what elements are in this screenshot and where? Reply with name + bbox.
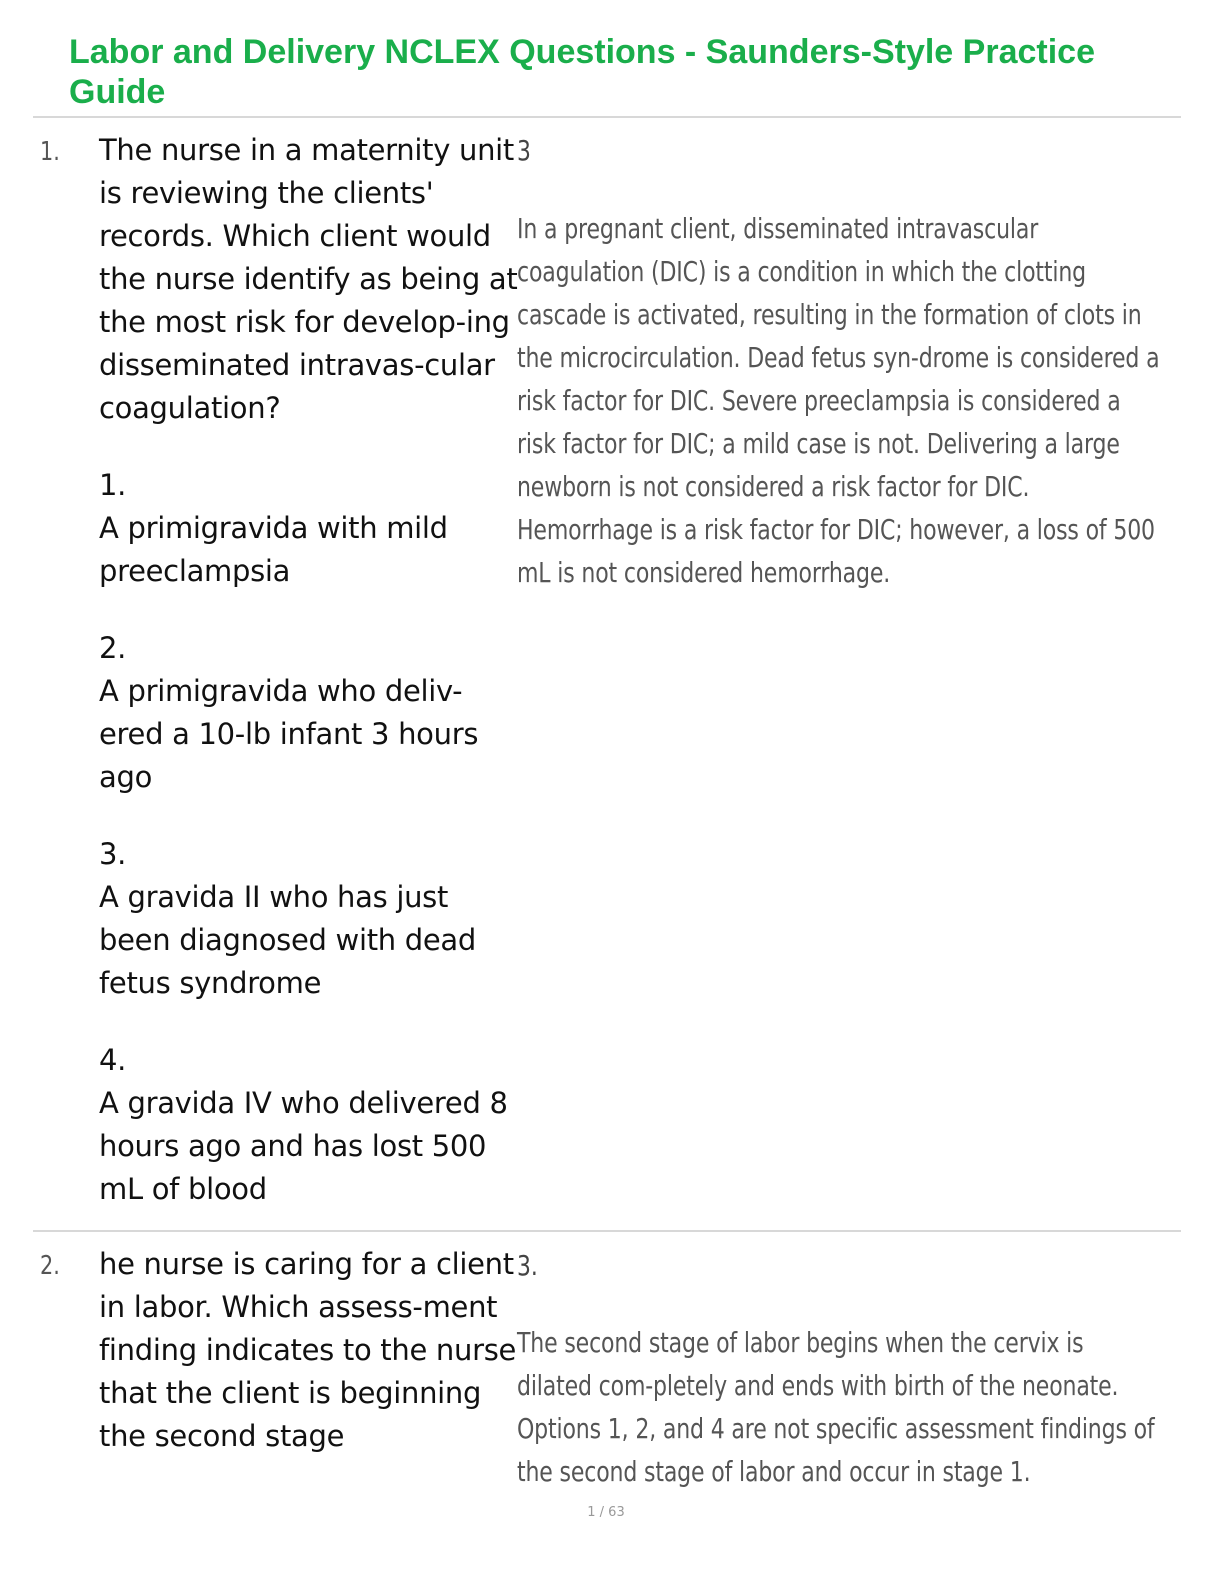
answer-key: 3 [517, 134, 531, 167]
option-label: 2. [99, 631, 127, 665]
question-stem: The nurse in a maternity unit is reviewing the clients' records. Which client would the nurse identify as being at the most risk for develop-ing disseminated intravas-cular coagulation? [99, 133, 518, 425]
option-label: 1. [99, 468, 127, 502]
answer-key: 3. [517, 1249, 538, 1282]
question-stem: he nurse is caring for a client in labor. Which assess-ment finding indicates to the nurse that the client is beginning the second stage [99, 1247, 517, 1453]
option-label: 3. [99, 837, 127, 871]
answer-option [99, 1039, 519, 1211]
rationale: The second stage of labor begins when the cervix is dilated com-pletely and ends with birth of the neonate. Options 1, 2, and 4 are not specific assessment findings of the second stage of labor and occur in stage 1. [517, 1326, 1155, 1488]
title-divider [33, 116, 1181, 118]
option-text: A primigravida with mild preeclampsia [99, 511, 448, 588]
document-title: Labor and Delivery NCLEX Questions - Saunders-Style Practice Guide [69, 33, 1095, 111]
answer-option [99, 464, 519, 593]
answer-option [99, 627, 519, 799]
question-number: 1. [40, 137, 60, 167]
question-block [99, 129, 519, 1211]
question-number: 2. [40, 1251, 60, 1281]
rationale: In a pregnant client, disseminated intravascular coagulation (DIC) is a condition in which the clotting cascade is activated, resulting in the formation of clots in the microcirculation. Dead fetus syn-drome is considered a risk factor for DIC. Severe preeclampsia is considered a risk factor for DIC; a mild case is not. Delivering a large newborn is not considered a risk factor for DIC. Hemorrhage is a risk factor for DIC; however, a loss of 500 mL is not considered hemorrhage. [517, 212, 1160, 589]
question-block [99, 1243, 519, 1458]
option-text: A gravida II who has just been diagnosed with dead fetus syndrome [99, 880, 477, 1000]
option-text: A primigravida who deliv-ered a 10-lb infant 3 hours ago [99, 674, 479, 794]
option-text: A gravida IV who delivered 8 hours ago and has lost 500 mL of blood [99, 1086, 508, 1206]
page-indicator: 1 / 63 [587, 1505, 625, 1520]
answer-option [99, 833, 519, 1005]
question-divider [33, 1230, 1181, 1232]
option-label: 4. [99, 1043, 127, 1077]
